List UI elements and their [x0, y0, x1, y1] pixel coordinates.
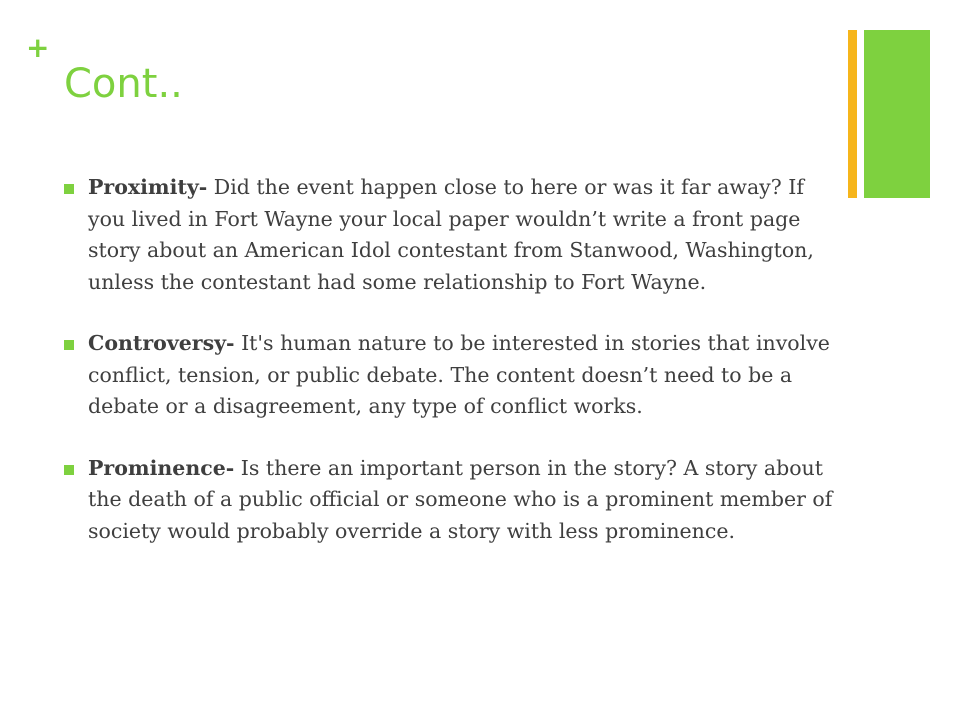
bullet-item-prominence [62, 453, 842, 548]
bullet-term: Proximity- [88, 175, 208, 199]
square-bullet-icon [64, 465, 74, 475]
square-bullet-icon [64, 340, 74, 350]
plus-icon: + [26, 31, 50, 64]
bullet-item-proximity [62, 172, 842, 298]
bullet-list [62, 172, 842, 577]
bullet-item-controversy [62, 328, 842, 423]
bullet-term: Prominence- [88, 455, 235, 480]
bullet-term: Controversy- [88, 331, 235, 355]
accent-bar-green [864, 30, 930, 198]
accent-bar-orange [848, 30, 857, 198]
slide-title: Cont.. [64, 61, 183, 107]
bullet-text: Is there an important person in the story? A story about the death of a public official or someone who is a prominent member of society would probably override a story with less prominence. [88, 455, 833, 543]
bullet-text: Did the event happen close to here or was it far away? If you lived in Fort Wayne your local paper wouldn’t write a front page story about an American Idol contestant from Stanwood, Washington, unless the contestant had some relationship to Fort Wayne. [88, 175, 814, 294]
square-bullet-icon [64, 184, 74, 194]
bullet-text: It's human nature to be interested in stories that involve conflict, tension, or public debate. The content doesn’t need to be a debate or a disagreement, any type of conflict works. [88, 331, 830, 418]
